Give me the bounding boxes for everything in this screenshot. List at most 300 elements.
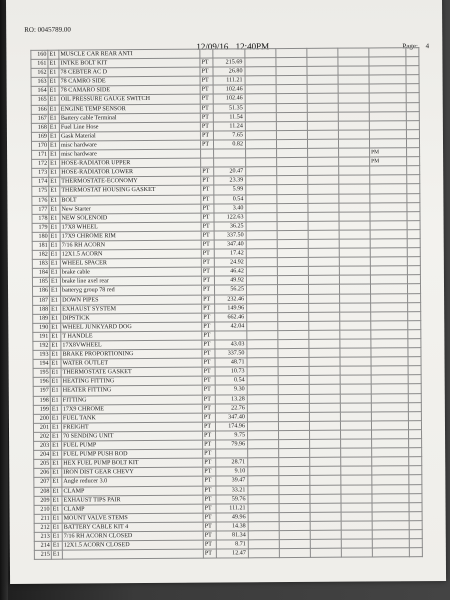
empty-cell [309, 394, 340, 403]
unit-cell: PT [203, 531, 216, 540]
amount-cell: 36.25 [214, 222, 246, 231]
empty-cell [341, 484, 372, 493]
unit-cell: PT [201, 213, 214, 222]
empty-cell [339, 221, 370, 230]
amount-cell: 337.50 [215, 349, 247, 358]
empty-cell [279, 503, 310, 512]
note-cell [370, 202, 407, 211]
empty-cell [407, 157, 420, 166]
unit-cell: PT [202, 304, 215, 313]
note-cell [372, 539, 409, 548]
empty-cell [278, 330, 309, 339]
empty-cell [246, 230, 277, 239]
empty-cell [276, 48, 307, 57]
line-code-cell: E1 [50, 323, 61, 332]
empty-cell [248, 549, 279, 558]
description-cell: HEATER FITTING [61, 386, 202, 396]
line-code-cell: E1 [48, 87, 59, 96]
line-code-cell: E1 [50, 377, 61, 386]
unit-cell: PT [203, 449, 216, 458]
empty-cell [310, 439, 341, 448]
empty-cell [247, 303, 278, 312]
note-cell [371, 375, 408, 384]
empty-cell [407, 202, 420, 211]
amount-cell [215, 331, 247, 340]
line-code-cell: E1 [49, 205, 60, 214]
empty-cell [245, 130, 276, 139]
empty-cell [279, 458, 310, 467]
empty-cell [341, 466, 372, 475]
line-code-cell: E1 [50, 341, 61, 350]
line-number-cell: 180 [32, 232, 49, 241]
unit-cell: PT [202, 340, 215, 349]
empty-cell [278, 339, 309, 348]
description-cell: 7/16 RH ACORN CLOSED [62, 531, 203, 541]
description-cell: HEATING FITTING [61, 377, 202, 387]
empty-cell [247, 394, 278, 403]
unit-cell: PT [202, 422, 215, 431]
line-number-cell: 189 [33, 314, 50, 323]
empty-cell [246, 221, 277, 230]
empty-cell [245, 103, 276, 112]
line-number-cell: 190 [33, 323, 50, 332]
description-cell: FUEL PUMP [62, 440, 203, 450]
unit-cell: PT [201, 185, 214, 194]
empty-cell [248, 449, 279, 458]
empty-cell [307, 130, 338, 139]
empty-cell [307, 121, 338, 130]
amount-cell: 48.71 [215, 358, 247, 367]
line-number-cell: 211 [34, 514, 51, 523]
unit-cell: PT [203, 458, 216, 467]
empty-cell [338, 121, 369, 130]
empty-cell [340, 403, 371, 412]
amount-cell: 59.76 [216, 494, 248, 503]
empty-cell [245, 76, 276, 85]
description-cell: MUSCLE CAR REAR ANTI [59, 49, 200, 59]
description-cell: 78 CAMRO SIDE [59, 76, 200, 86]
line-number-cell: 165 [31, 96, 48, 105]
note-cell [372, 457, 409, 466]
unit-cell: PT [200, 67, 213, 76]
line-number-cell: 202 [34, 432, 51, 441]
empty-cell [409, 548, 422, 557]
empty-cell [245, 94, 276, 103]
line-number-cell: 181 [32, 241, 49, 250]
empty-cell [279, 476, 310, 485]
empty-cell [278, 385, 309, 394]
description-cell: THERMOSTATE-ECONOMY [60, 176, 201, 186]
empty-cell [247, 294, 278, 303]
empty-cell [246, 158, 277, 167]
unit-cell: PT [200, 58, 213, 67]
line-code-cell: E1 [51, 496, 62, 505]
empty-cell [340, 384, 371, 393]
note-cell [371, 384, 408, 393]
description-cell: FUEL PUMP PUSH ROD [62, 449, 203, 459]
empty-cell [409, 448, 422, 457]
description-cell: BATTERY CABLE KIT 4 [62, 522, 203, 532]
empty-cell [339, 212, 370, 221]
description-cell: ENGINE TEMP SENSOR [59, 104, 200, 114]
empty-cell [339, 193, 370, 202]
note-cell [370, 175, 407, 184]
empty-cell [308, 230, 339, 239]
empty-cell [277, 212, 308, 221]
empty-cell [340, 293, 371, 302]
line-number-cell: 178 [32, 214, 49, 223]
line-number-cell: 174 [32, 178, 49, 187]
unit-cell: PT [202, 349, 215, 358]
line-code-cell: E1 [48, 114, 59, 123]
empty-cell [340, 312, 371, 321]
empty-cell [407, 220, 420, 229]
empty-cell [308, 185, 339, 194]
line-number-cell: 175 [32, 187, 49, 196]
empty-cell [408, 384, 421, 393]
note-cell [371, 293, 408, 302]
note-cell [369, 120, 406, 129]
empty-cell [248, 521, 279, 530]
empty-cell [407, 148, 420, 157]
empty-cell [278, 312, 309, 321]
empty-cell [409, 493, 422, 502]
description-cell: 12X1.5 ACORN [60, 249, 201, 259]
empty-cell [309, 366, 340, 375]
description-cell: batteryg group 78 red [61, 286, 202, 296]
description-cell: HOSE-RADIATOR UPPER [60, 158, 201, 168]
empty-cell [245, 49, 276, 58]
line-code-cell: E1 [49, 277, 60, 286]
empty-cell [248, 531, 279, 540]
amount-cell: 9.30 [215, 385, 247, 394]
amount-cell: 102.46 [213, 94, 245, 103]
description-cell: CLAMP [62, 504, 203, 514]
note-cell [370, 230, 407, 239]
amount-cell: 9.10 [216, 467, 248, 476]
empty-cell [276, 67, 307, 76]
amount-cell: 10.73 [215, 367, 247, 376]
unit-cell: PT [200, 95, 213, 104]
description-cell: 17X8 WHEEL [60, 222, 201, 232]
unit-cell: PT [203, 504, 216, 513]
description-cell: BOLT [60, 195, 201, 205]
empty-cell [339, 257, 370, 266]
empty-cell [407, 266, 420, 275]
empty-cell [408, 366, 421, 375]
empty-cell [408, 348, 421, 357]
line-number-cell: 187 [33, 296, 50, 305]
empty-cell [246, 185, 277, 194]
note-cell [372, 448, 409, 457]
unit-cell: PT [203, 440, 216, 449]
empty-cell [409, 502, 422, 511]
empty-cell [339, 166, 370, 175]
empty-cell [246, 212, 277, 221]
line-number-cell: 172 [32, 159, 49, 168]
empty-cell [277, 258, 308, 267]
description-cell: HOSE-RADIATOR LOWER [60, 167, 201, 177]
line-number-cell: 209 [34, 496, 51, 505]
unit-cell: PT [200, 85, 213, 94]
empty-cell [406, 66, 419, 75]
line-number-cell: 182 [32, 250, 49, 259]
description-cell: Angle reducer 3.0 [62, 477, 203, 487]
empty-cell [308, 248, 339, 257]
line-number-cell: 201 [33, 423, 50, 432]
note-cell [372, 439, 409, 448]
empty-cell [341, 548, 372, 557]
empty-cell [277, 185, 308, 194]
note-cell [371, 339, 408, 348]
invoice-page [6, 0, 446, 584]
empty-cell [307, 48, 338, 57]
line-number-cell: 212 [34, 523, 51, 532]
empty-cell [407, 229, 420, 238]
description-cell: FUEL TANK [61, 413, 202, 423]
unit-cell: PT [201, 195, 214, 204]
description-cell: Battery cable Terminal [59, 113, 200, 123]
line-number-cell: 208 [34, 487, 51, 496]
note-cell [371, 302, 408, 311]
empty-cell [407, 239, 420, 248]
note-cell: PM [370, 157, 407, 166]
unit-cell: PT [202, 386, 215, 395]
empty-cell [248, 458, 279, 467]
line-code-cell: E1 [49, 268, 60, 277]
note-cell [372, 484, 409, 493]
empty-cell [341, 439, 372, 448]
empty-cell [279, 521, 310, 530]
empty-cell [278, 412, 309, 421]
unit-cell: PT [202, 322, 215, 331]
line-code-cell: E1 [50, 368, 61, 377]
amount-cell: 42.04 [215, 322, 247, 331]
line-number-cell: 199 [33, 405, 50, 414]
empty-cell [279, 430, 310, 439]
empty-cell [339, 239, 370, 248]
line-number-cell: 169 [31, 132, 48, 141]
empty-cell [308, 221, 339, 230]
empty-cell [310, 494, 341, 503]
note-cell [369, 84, 406, 93]
empty-cell [406, 84, 419, 93]
unit-cell: PT [202, 376, 215, 385]
note-cell [370, 266, 407, 275]
empty-cell [247, 358, 278, 367]
line-number-cell: 186 [33, 287, 50, 296]
empty-cell [308, 239, 339, 248]
empty-cell [309, 294, 340, 303]
note-cell [371, 402, 408, 411]
empty-cell [245, 67, 276, 76]
description-cell: New Starter [60, 204, 201, 214]
amount-cell: 28.71 [216, 458, 248, 467]
empty-cell [309, 330, 340, 339]
note-cell [371, 366, 408, 375]
line-number-cell: 200 [33, 414, 50, 423]
line-number-cell: 161 [31, 59, 48, 68]
unit-cell: PT [203, 495, 216, 504]
line-number-cell: 179 [32, 223, 49, 232]
empty-cell [248, 503, 279, 512]
empty-cell [339, 157, 370, 166]
note-cell [369, 48, 406, 57]
empty-cell [278, 403, 309, 412]
empty-cell [310, 448, 341, 457]
line-code-cell: E1 [51, 468, 62, 477]
empty-cell [277, 194, 308, 203]
empty-cell [246, 285, 277, 294]
line-number-cell: 163 [31, 77, 48, 86]
empty-cell [245, 85, 276, 94]
line-number-cell: 164 [31, 87, 48, 96]
line-number-cell: 188 [33, 305, 50, 314]
unit-cell: PT [201, 240, 214, 249]
empty-cell [308, 266, 339, 275]
empty-cell [245, 140, 276, 149]
page-label: Page: [402, 42, 418, 51]
description-cell: 17X8VWHEEL [61, 340, 202, 350]
empty-cell [279, 439, 310, 448]
empty-cell [246, 258, 277, 267]
note-cell [370, 193, 407, 202]
note-cell [371, 411, 408, 420]
empty-cell [308, 148, 339, 157]
amount-cell: 39.47 [216, 476, 248, 485]
empty-cell [307, 57, 338, 66]
empty-cell [409, 475, 422, 484]
amount-cell: 122.63 [214, 213, 246, 222]
empty-cell [339, 184, 370, 193]
amount-cell: 347.40 [215, 413, 247, 422]
line-code-cell: E1 [48, 105, 59, 114]
empty-cell [338, 75, 369, 84]
line-number-cell: 192 [33, 341, 50, 350]
empty-cell [406, 75, 419, 84]
empty-cell [407, 166, 420, 175]
line-code-cell: E1 [49, 232, 60, 241]
empty-cell [247, 312, 278, 321]
empty-cell [278, 303, 309, 312]
amount-cell: 26.80 [213, 67, 245, 76]
empty-cell [340, 421, 371, 430]
note-cell [370, 275, 407, 284]
line-code-cell: E1 [49, 187, 60, 196]
unit-cell: PT [201, 258, 214, 267]
unit-cell: PT [202, 313, 215, 322]
description-cell: 17X9 CHROME RIM [60, 231, 201, 241]
empty-cell [279, 549, 310, 558]
note-cell [372, 466, 409, 475]
note-cell [371, 348, 408, 357]
description-cell: Gask Material [59, 131, 200, 141]
amount-cell: 5.99 [214, 185, 246, 194]
empty-cell [308, 194, 339, 203]
empty-cell [409, 466, 422, 475]
amount-cell: 20.47 [214, 167, 246, 176]
note-cell [372, 548, 409, 557]
amount-cell: 347.40 [214, 240, 246, 249]
line-number-cell: 196 [33, 378, 50, 387]
amount-cell: 49.92 [214, 276, 246, 285]
empty-cell [279, 494, 310, 503]
line-code-cell: E1 [50, 387, 61, 396]
note-cell [372, 475, 409, 484]
empty-cell [406, 129, 419, 138]
empty-cell [341, 448, 372, 457]
empty-cell [310, 476, 341, 485]
description-cell: WHEEL JUNKYARD DOG [61, 322, 202, 332]
description-cell: 78 CEBTER AC D [59, 67, 200, 77]
empty-cell [247, 349, 278, 358]
empty-cell [247, 367, 278, 376]
description-cell: IRON DIST GEAR CHEVY [62, 467, 203, 477]
empty-cell [309, 303, 340, 312]
empty-cell [407, 211, 420, 220]
empty-cell [309, 403, 340, 412]
empty-cell [310, 539, 341, 548]
empty-cell [409, 484, 422, 493]
empty-cell [406, 93, 419, 102]
line-number-cell: 215 [34, 550, 51, 559]
unit-cell: PT [200, 131, 213, 140]
unit-cell: PT [201, 176, 214, 185]
line-code-cell: E1 [48, 50, 59, 59]
print-time: 12:40PM [235, 41, 270, 52]
empty-cell [309, 412, 340, 421]
line-code-cell: E1 [49, 241, 60, 250]
line-number-cell: 197 [33, 387, 50, 396]
empty-cell [341, 457, 372, 466]
empty-cell [340, 321, 371, 330]
line-number-cell: 173 [32, 168, 49, 177]
empty-cell [277, 148, 308, 157]
unit-cell: PT [203, 486, 216, 495]
empty-cell [309, 348, 340, 357]
empty-cell [309, 312, 340, 321]
empty-cell [278, 394, 309, 403]
repair-order-number: RO: 0045789.00 [24, 25, 71, 34]
note-cell [369, 130, 406, 139]
empty-cell [248, 440, 279, 449]
empty-cell [278, 367, 309, 376]
empty-cell [307, 94, 338, 103]
amount-cell: 3.40 [214, 203, 246, 212]
empty-cell [408, 375, 421, 384]
empty-cell [309, 357, 340, 366]
unit-cell: PT [202, 295, 215, 304]
note-cell [371, 393, 408, 402]
empty-cell [308, 285, 339, 294]
empty-cell [276, 112, 307, 121]
unit-cell: PT [200, 76, 213, 85]
empty-cell [279, 539, 310, 548]
note-cell [369, 139, 406, 148]
empty-cell [340, 375, 371, 384]
empty-cell [408, 393, 421, 402]
empty-cell [310, 521, 341, 530]
unit-cell: PT [203, 431, 216, 440]
empty-cell [248, 494, 279, 503]
amount-cell: 0.54 [215, 376, 247, 385]
empty-cell [278, 348, 309, 357]
empty-cell [276, 76, 307, 85]
empty-cell [308, 257, 339, 266]
empty-cell [278, 358, 309, 367]
line-number-cell: 207 [34, 478, 51, 487]
empty-cell [246, 240, 277, 249]
